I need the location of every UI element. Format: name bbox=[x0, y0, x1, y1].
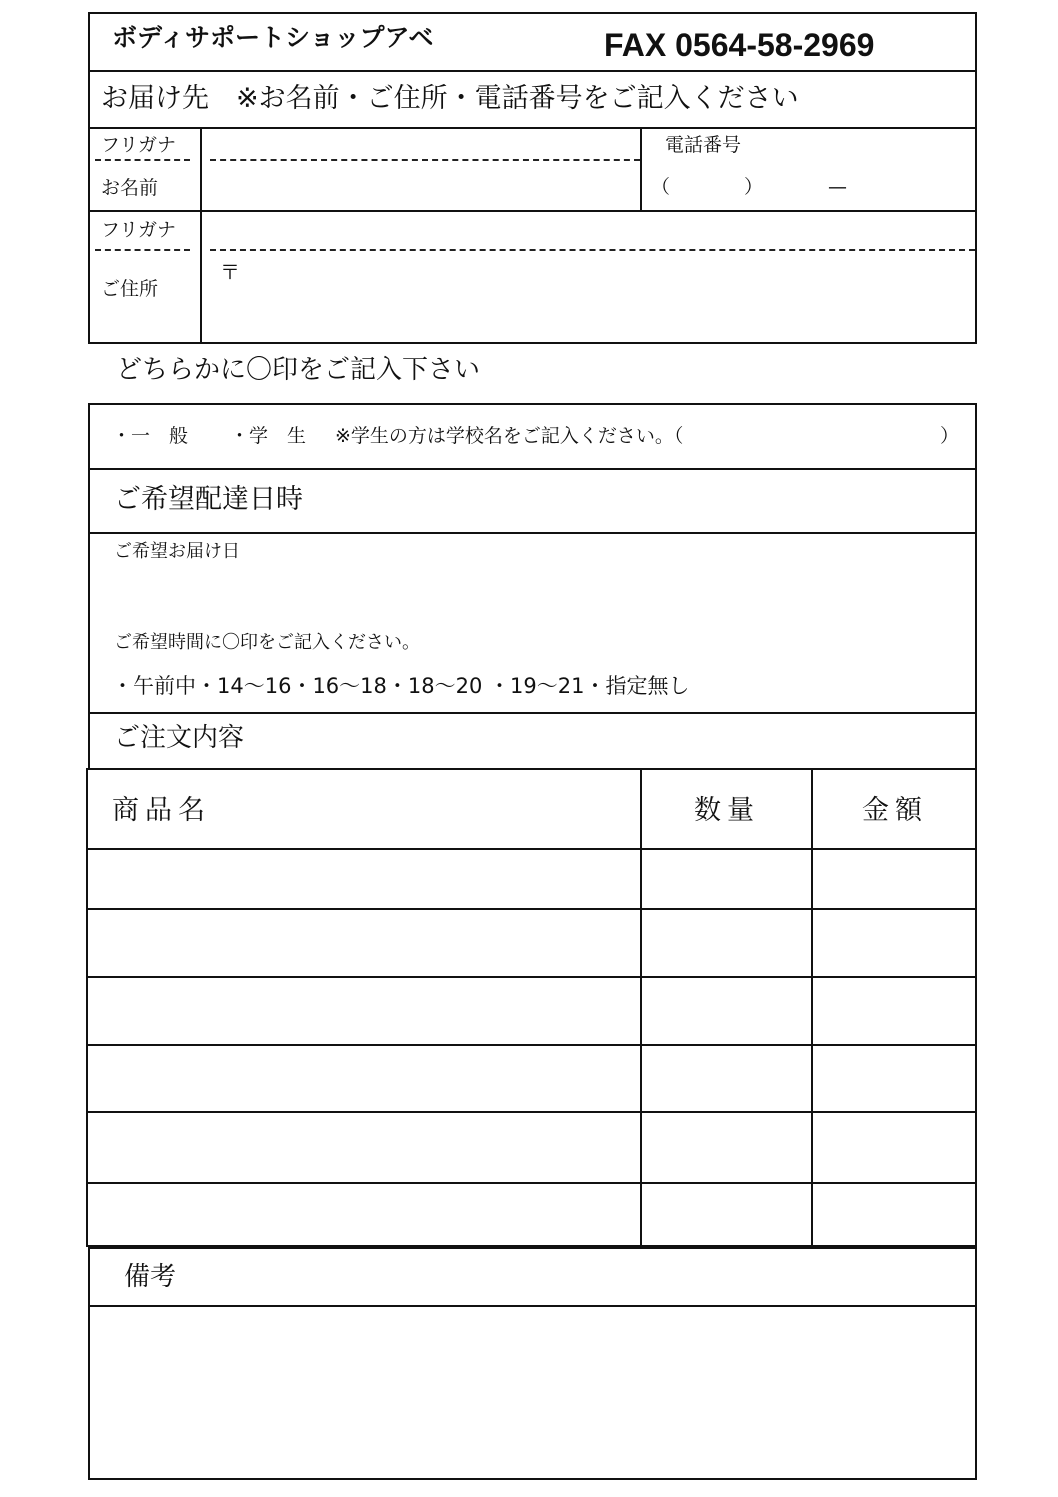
order-row-6-quantity[interactable] bbox=[643, 1185, 809, 1245]
school-name-field[interactable] bbox=[735, 420, 935, 452]
order-title: ご注文内容 bbox=[114, 723, 245, 753]
label-column-divider bbox=[200, 127, 202, 344]
order-row-5-amount[interactable] bbox=[814, 1114, 974, 1180]
postal-mark-icon: 〒 bbox=[220, 260, 240, 284]
order-header-divider bbox=[86, 848, 977, 850]
order-row-1-product[interactable] bbox=[90, 851, 638, 906]
category-student[interactable]: ・学 生 bbox=[230, 425, 307, 447]
furigana-label-name: フリガナ bbox=[101, 134, 177, 156]
column-header-quantity: 数量 bbox=[694, 795, 760, 826]
order-row-divider bbox=[86, 976, 977, 978]
order-row-4-quantity[interactable] bbox=[643, 1047, 809, 1109]
desired-delivery-title: ご希望配達日時 bbox=[114, 484, 303, 515]
remarks-title: 備考 bbox=[124, 1262, 177, 1292]
desired-date-field[interactable] bbox=[112, 566, 972, 606]
order-row-2-product[interactable] bbox=[90, 911, 638, 974]
order-row-divider bbox=[86, 1111, 977, 1113]
time-options[interactable]: ・午前中・14～16・16～18・18～20 ・19～21・指定無し bbox=[112, 674, 690, 698]
order-row-divider bbox=[86, 1182, 977, 1184]
order-row-1-quantity[interactable] bbox=[643, 851, 809, 906]
phone-label: 電話番号 bbox=[665, 134, 742, 156]
order-row-4-product[interactable] bbox=[90, 1047, 638, 1109]
remarks-title-box bbox=[88, 1247, 977, 1307]
amount-column-divider bbox=[811, 768, 813, 1247]
category-general[interactable]: ・一 般 bbox=[112, 425, 189, 447]
quantity-column-divider bbox=[640, 768, 642, 1247]
furigana-label-address: フリガナ bbox=[101, 219, 177, 241]
order-row-6-product[interactable] bbox=[90, 1185, 638, 1245]
order-row-divider bbox=[86, 1044, 977, 1046]
column-header-product: 商品名 bbox=[112, 795, 211, 826]
name-field[interactable] bbox=[203, 163, 639, 208]
student-school-note: ※学生の方は学校名をご記入ください。（ bbox=[335, 425, 684, 447]
phone-open-paren: （ bbox=[651, 176, 671, 198]
desired-date-label: ご希望お届け日 bbox=[114, 541, 240, 562]
delivery-title: お届け先 ※お名前・ご住所・電話番号をご記入ください bbox=[101, 83, 799, 114]
order-row-2-amount[interactable] bbox=[814, 911, 974, 974]
order-row-1-amount[interactable] bbox=[814, 851, 974, 906]
furigana-label-dash-name bbox=[95, 159, 190, 161]
time-instruction: ご希望時間に〇印をご記入ください。 bbox=[114, 632, 420, 653]
fax-number: FAX 0564-58-2969 bbox=[604, 27, 875, 63]
order-row-4-amount[interactable] bbox=[814, 1047, 974, 1109]
phone-field[interactable] bbox=[644, 165, 974, 208]
order-row-divider bbox=[86, 908, 977, 910]
order-row-6-amount[interactable] bbox=[814, 1185, 974, 1245]
circle-instruction: どちらかに〇印をご記入下さい bbox=[116, 355, 481, 385]
address-field[interactable] bbox=[203, 253, 975, 342]
remarks-field[interactable] bbox=[92, 1308, 974, 1476]
order-row-2-quantity[interactable] bbox=[643, 911, 809, 974]
name-row-divider bbox=[88, 210, 977, 212]
order-row-5-product[interactable] bbox=[90, 1114, 638, 1180]
school-close-paren: ） bbox=[940, 425, 960, 447]
furigana-address-field[interactable] bbox=[203, 214, 975, 248]
order-row-3-quantity[interactable] bbox=[643, 979, 809, 1042]
furigana-name-field[interactable] bbox=[203, 131, 639, 161]
shop-name: ボディサポートショップアベ bbox=[112, 23, 434, 52]
name-label: お名前 bbox=[101, 177, 159, 199]
order-row-3-product[interactable] bbox=[90, 979, 638, 1042]
furigana-name-dash bbox=[210, 159, 640, 161]
column-header-amount: 金額 bbox=[862, 795, 928, 826]
order-row-3-amount[interactable] bbox=[814, 979, 974, 1042]
furigana-label-dash-address bbox=[95, 249, 190, 251]
address-label: ご住所 bbox=[101, 278, 159, 300]
phone-column-divider bbox=[640, 127, 642, 211]
furigana-address-dash bbox=[210, 249, 975, 251]
order-row-5-quantity[interactable] bbox=[643, 1114, 809, 1180]
phone-close-paren: ） bbox=[744, 176, 764, 198]
phone-dash: — bbox=[828, 176, 847, 198]
